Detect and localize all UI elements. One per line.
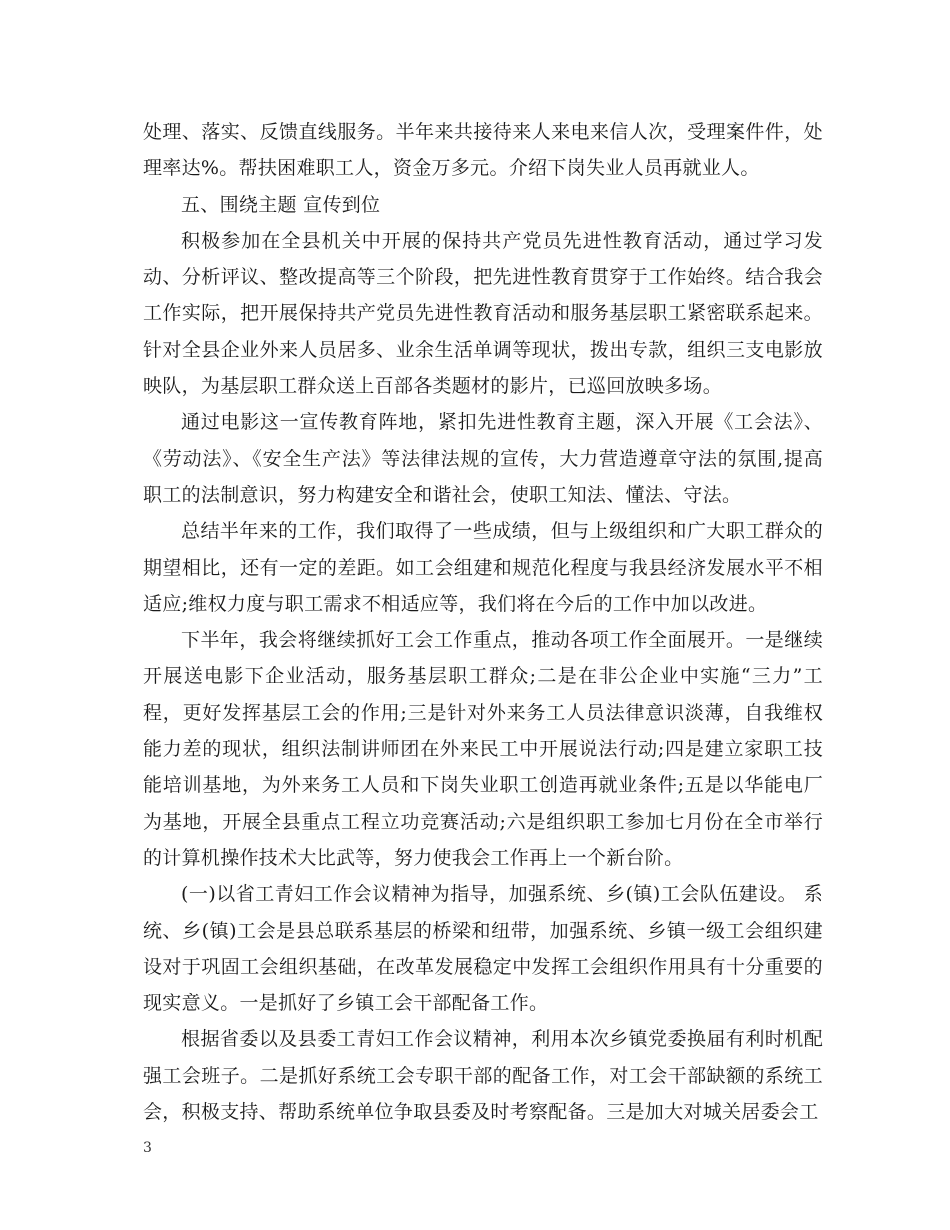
- paragraph-3: 积极参加在全县机关中开展的保持共产党员先进性教育活动，通过学习发动、分析评议、整改提高等三个阶段，把先进性教育贯穿于工作始终。结合我会工作实际，把开展保持共产党员先进性教育活动和服务基层职工紧密联系起来。针对全县企业外来人员居多、业余生活单调等现状，拨出专款，组织三支电影放映队，为基层职工群众送上百部各类题材的影片，已巡回放映多场。: [143, 229, 823, 398]
- paragraph-5: 总结半年来的工作，我们取得了一些成绩，但与上级组织和广大职工群众的期望相比，还有一定的差距。如工会组建和规范化程度与我县经济发展水平不相适应;维权力度与职工需求不相适应等，我们将在今后的工作中加以改进。: [143, 520, 823, 615]
- paragraph-8: 根据省委以及县委工青妇工作会议精神，利用本次乡镇党委换届有利时机配强工会班子。二是抓好系统工会专职干部的配备工作，对工会干部缺额的系统工会，积极支持、帮助系统单位争取县委及时考察配备。三是加大对城关居委会工: [143, 1028, 823, 1124]
- paragraph-4: 通过电影这一宣传教育阵地，紧扣先进性教育主题，深入开展《工会法》、《劳动法》、《安全生产法》等法律法规的宣传，大力营造遵章守法的氛围,提高职工的法制意识，努力构建安全和谐社会，使职工知法、懂法、守法。: [143, 411, 823, 506]
- section-heading: 五、围绕主题 宣传到位: [181, 193, 381, 216]
- paragraph-1: 处理、落实、反馈直线服务。半年来共接待来人来电来信人次，受理案件件，处理率达%。帮扶困难职工人，资金万多元。介绍下岗失业人员再就业人。: [143, 121, 823, 180]
- page-number: 3: [143, 1140, 152, 1156]
- body-text: [143, 114, 823, 1130]
- paragraph-6: 下半年，我会将继续抓好工会工作重点，推动各项工作全面展开。一是继续开展送电影下企业活动，服务基层职工群众;二是在非公企业中实施“三力”工程，更好发挥基层工会的作用;三是针对外来务工人员法律意识淡薄，自我维权能力差的现状，组织法制讲师团在外来民工中开展说法行动;四是建立家职工技能培训基地，为外来务工人员和下岗失业职工创造再就业条件;五是以华能电厂为基地，开展全县重点工程立功竞赛活动;六是组织职工参加七月份在全市举行的计算机操作技术大比武等，努力使我会工作再上一个新台阶。: [143, 629, 823, 869]
- paragraph-7: (一)以省工青妇工作会议精神为指导，加强系统、乡(镇)工会队伍建设。 系统、乡(镇)工会是县总联系基层的桥梁和纽带，加强系统、乡镇一级工会组织建设对于巩固工会组织基础，在改革发展稳定中发挥工会组织作用具有十分重要的现实意义。一是抓好了乡镇工会干部配备工作。: [143, 883, 823, 1015]
